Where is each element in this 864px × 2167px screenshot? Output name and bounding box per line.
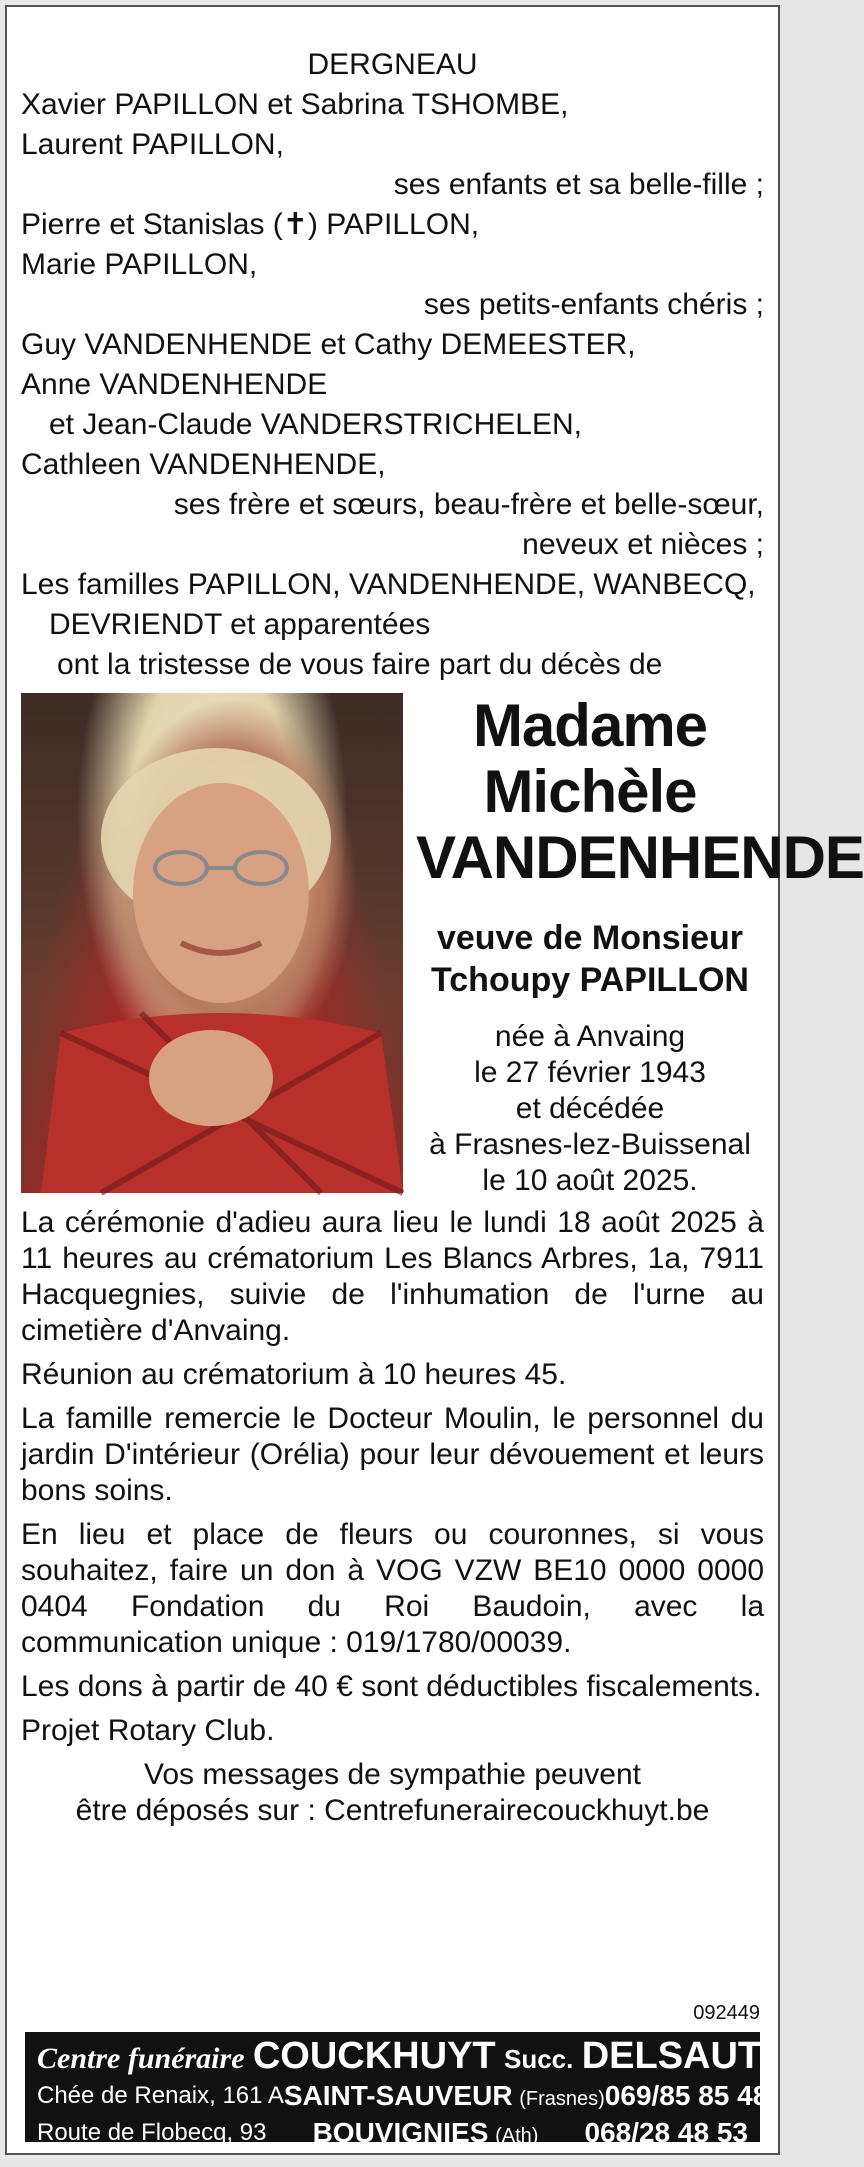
town: SAINT-SAUVEUR <box>283 2080 513 2111</box>
reference-number: 092449 <box>693 2002 760 2024</box>
birth-date: le 27 février 1943 <box>474 1056 706 1089</box>
notice-content <box>21 45 864 1829</box>
deceased-name-column <box>416 692 864 1199</box>
death-info: et décédée <box>515 1092 665 1125</box>
family-line: DEVRIENDT et apparentées <box>49 608 431 641</box>
funeral-home-name <box>37 2035 762 2079</box>
family-line: Pierre et Stanislas (✝) PAPILLON, <box>21 208 480 241</box>
funeral-home-label: Centre funéraire <box>37 2042 245 2075</box>
deceased-first-name: Michèle <box>483 758 697 825</box>
message-line: être déposés sur : Centrefunerairecouckhuyt.be <box>75 1794 710 1827</box>
portrait-photo <box>21 693 403 1193</box>
deceased-title: Madame <box>472 692 708 759</box>
family-line: Les familles PAPILLON, VANDENHENDE, WANBECQ, <box>21 568 756 601</box>
address-row <box>37 2079 769 2116</box>
funeral-home-brand: COUCKHUYT <box>252 2035 496 2077</box>
relation-line: ses frère et sœurs, beau-frère et belle-sœur, <box>173 488 764 521</box>
relation-line: neveux et nièces ; <box>522 528 764 561</box>
phone-number: 068/28 48 53 <box>584 2117 748 2148</box>
tax-paragraph: Les dons à partir de 40 € sont déductibles fiscalements. <box>21 1670 762 1703</box>
family-line: et Jean-Claude VANDERSTRICHELEN, <box>49 408 582 441</box>
thanks-paragraph: La famille remercie le Docteur Moulin, le personnel du jardin D'intérieur (Orélia) pour leur dévouement et leurs bons soins. <box>21 1402 764 1507</box>
family-line: Marie PAPILLON, <box>21 248 258 281</box>
town: BOUVIGNIES <box>312 2117 489 2148</box>
area: (Ath) <box>495 2125 539 2147</box>
header-surname: DERGNEAU <box>307 48 478 81</box>
meeting-paragraph: Réunion au crématorium à 10 heures 45. <box>21 1358 567 1391</box>
donation-paragraph: En lieu et place de fleurs ou couronnes, si vous souhaitez, faire un don à VOG VZW BE10 0000 0000 0404 Fondation du Roi Baudoin, avec la communication unique : 019/1780/00039. <box>21 1518 764 1659</box>
rotary-paragraph: Projet Rotary Club. <box>21 1714 275 1747</box>
birth-info: née à Anvaing <box>494 1020 686 1053</box>
message-line: Vos messages de sympathie peuvent <box>144 1758 641 1791</box>
family-line: Guy VANDENHENDE et Cathy DEMEESTER, <box>21 328 636 361</box>
funeral-home-banner <box>25 2032 769 2148</box>
address: Route de Flobecq, 93 <box>37 2119 267 2146</box>
deceased-last-name: VANDENHENDE <box>416 824 864 891</box>
obituary-notice <box>5 5 864 2155</box>
address: Chée de Renaix, 161 A <box>37 2082 284 2109</box>
death-place: à Frasnes-lez-Buissenal <box>429 1128 751 1161</box>
area: (Frasnes) <box>519 2088 605 2110</box>
relation-line: ses enfants et sa belle-fille ; <box>393 168 764 201</box>
widow-line: veuve de Monsieur <box>436 919 744 957</box>
deceased-block <box>21 692 864 1205</box>
family-line: Cathleen VANDENHENDE, <box>21 448 386 481</box>
death-date: le 10 août 2025. <box>482 1164 698 1197</box>
family-line: Anne VANDENHENDE <box>21 368 328 401</box>
funeral-home-brand2: DELSAUT <box>581 2035 762 2077</box>
family-line: Xavier PAPILLON et Sabrina TSHOMBE, <box>21 88 569 121</box>
ceremony-paragraph: La cérémonie d'adieu aura lieu le lundi 18 août 2025 à 11 heures au crématorium Les Blancs Arbres, 1a, 7911 Hacquegnies, suivie de l'inhumation de l'urne au cimetière d'Anvaing. <box>21 1206 764 1347</box>
announcement-line: ont la tristesse de vous faire part du décès de <box>57 648 663 681</box>
relation-line: ses petits-enfants chéris ; <box>423 288 764 321</box>
phone-number: 069/85 85 48 <box>604 2080 769 2111</box>
family-line: Laurent PAPILLON, <box>21 128 284 161</box>
address-row <box>37 2116 748 2153</box>
widow-line: Tchoupy PAPILLON <box>431 961 749 999</box>
succession-label: Succ. <box>503 2044 574 2074</box>
